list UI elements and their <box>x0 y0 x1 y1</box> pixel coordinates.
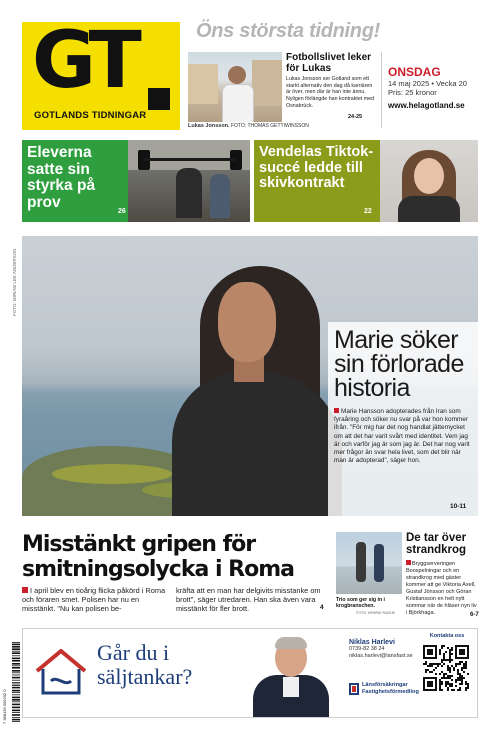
agent-phone[interactable]: 0739-82 38 24 <box>349 646 385 652</box>
brand-text: Länsförsäkringar Fastighetsförmedling <box>362 682 419 695</box>
hero-text-box <box>328 322 478 516</box>
agent-name: Niklas Harlevi <box>349 639 395 646</box>
hero-text: Marie Hansson adopterades från Iran som fyraåring och söker nu svar på var hon kommer ifrån. "För mig har det nog handlat jättemycket om att det har varit svårt med identitet. Vem jag är och varför jag är som jag är. Det har nog varit mer frågor än svar hela livet, som det blir när man är adopterad", säger hon. <box>334 408 470 465</box>
hero-page: 10-11 <box>450 503 467 510</box>
teaser-vendela[interactable] <box>254 140 478 222</box>
hero-story[interactable] <box>22 236 478 516</box>
teaser-right-page: 22 <box>364 208 372 215</box>
gym-photo <box>128 140 250 222</box>
strandkrog-photo[interactable] <box>336 532 402 594</box>
weekday: ONSDAG <box>388 65 441 79</box>
main-text-1: I april blev en tioårig flicka påkörd i Roma och föraren smet. Polisen har nu en misstänkt. "Nu kan polisen be- <box>22 586 166 614</box>
side-page: 6-7 <box>470 612 479 618</box>
bullet-square <box>22 587 28 593</box>
bullet-square <box>334 408 339 413</box>
hero-title: Marie söker sin förlorade historia <box>334 326 464 402</box>
main-page: 4 <box>320 604 324 611</box>
thumb-credit: FOTO: HENRIK RADHE <box>356 611 396 615</box>
barcode-icon <box>4 640 20 724</box>
caption-name: Lukas Jonsson. <box>188 123 230 129</box>
bullet-square <box>406 560 411 565</box>
lukas-photo <box>188 52 282 122</box>
teaser-elevernas-styrka[interactable] <box>22 140 250 222</box>
divider <box>381 52 382 128</box>
photo-caption <box>188 123 376 129</box>
logo-subtitle: GOTLANDS TIDNINGAR <box>34 110 147 121</box>
top-teaser-page: 24-25 <box>348 114 363 120</box>
barcode-number: 7 388139 005202 0 <box>2 689 7 724</box>
teaser-left-title: Eleverna satte sin styrka på prov <box>27 144 96 211</box>
top-teaser[interactable] <box>188 52 376 130</box>
agent-email[interactable]: niklas.harlevi@lansfast.se <box>349 653 413 659</box>
thumb-caption: Trio som ger sig in i krogbranschen. <box>336 597 386 610</box>
main-headline[interactable]: Misstänkt gripen för smitningsolycka i Roma <box>22 532 294 582</box>
brand-mark-icon <box>349 683 359 695</box>
hero-body <box>334 408 474 465</box>
agent-photo <box>241 633 341 717</box>
tagline: Öns största tidning! <box>196 20 381 42</box>
qr-label: Kontakta oss <box>429 633 465 639</box>
date-line: 14 maj 2025 • Vecka 20 <box>388 79 467 88</box>
side-body <box>406 560 478 617</box>
side-title[interactable]: De tar över strandkrog <box>406 532 467 556</box>
top-teaser-title: Fotbollslivet leker för Lukas <box>286 52 372 74</box>
main-text-column-2: kräfta att en man har delgivits misstanke om brott", säger utredaren. Han ska även vara misstänkt för fler brott. <box>176 586 321 614</box>
main-text-column-1 <box>22 586 170 614</box>
date-block <box>388 66 494 110</box>
gt-logo[interactable] <box>22 16 180 130</box>
teaser-left-page: 26 <box>118 208 126 215</box>
logo-letters: GT <box>32 16 136 106</box>
price: Pris: 25 kronor <box>388 88 437 97</box>
website-link[interactable]: www.helagotland.se <box>388 101 465 110</box>
teaser-right-title: Vendelas Tiktok-succé ledde till skivkontrakt <box>259 144 374 191</box>
ad-headline: Går du i säljtankar? <box>97 640 193 689</box>
vendela-photo <box>380 140 478 222</box>
qr-code-icon[interactable] <box>423 645 469 691</box>
top-teaser-text: Lukas Jonsson ser Gotland som ett starkt alternativ den dag då karriären är över, men där är han inte ännu. Nyligen förlängde han kontraktet med Osnabrück. <box>286 76 375 109</box>
caption-credit: FOTO: THOMAS GETTIWINSSON <box>230 123 309 129</box>
side-text: Bryggserveringen Boospelningar och en strandkrog med gäster kommer att ge Viktoria Axell, Gustaf Jönsson och Göran Kristiansson en helt nytt sommar när de hläser nyn liv i Björkhaga. <box>406 561 477 616</box>
hero-photo-credit: FOTO: MIRIAM LEE ANDERSON <box>12 248 17 316</box>
house-icon <box>33 645 89 697</box>
real-estate-ad[interactable] <box>22 628 478 718</box>
logo-dot <box>148 88 170 110</box>
